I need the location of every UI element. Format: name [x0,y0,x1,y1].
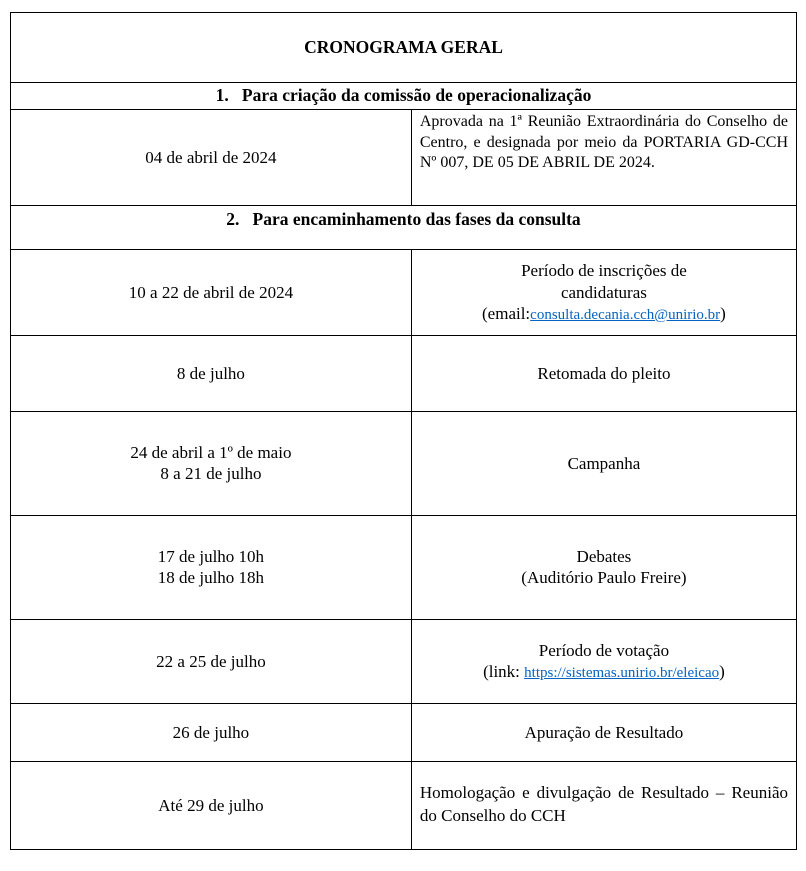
table-row [11,83,797,110]
table-row [11,761,797,849]
table-row [11,703,797,761]
description-line: Período de inscrições de [521,261,687,281]
date-cell: 26 de julho [11,703,412,761]
email-link[interactable]: consulta.decania.cch@unirio.br [530,306,721,323]
table-row [11,515,797,619]
link-suffix: ) [719,662,725,682]
description-cell: Homologação e divulgação de Resultado – Reunião do Conselho do CCH [411,761,796,849]
table-row [11,109,797,205]
date-cell: 22 a 25 de julho [11,619,412,703]
email-prefix: (email: [482,303,531,323]
date-line: 8 a 21 de julho [160,464,262,484]
date-cell: 10 a 22 de abril de 2024 [11,249,412,335]
table-row [11,13,797,83]
table-row [11,619,797,703]
description-cell: Retomada do pleito [411,335,796,411]
table-row [11,249,797,335]
description-line: Período de votação [538,640,670,660]
description-cell: Campanha [411,411,796,515]
section1-heading: 1. Para criação da comissão de operacionalização [11,83,797,110]
description-cell: Apuração de Resultado [411,703,796,761]
description-line: candidaturas [560,282,647,302]
description-line [420,303,788,325]
date-cell: 04 de abril de 2024 [11,109,412,205]
table-row [11,411,797,515]
description-line: (Auditório Paulo Freire) [521,568,687,588]
email-suffix: ) [720,303,726,323]
date-cell [11,411,412,515]
description-cell [411,619,796,703]
date-line: 18 de julho 18h [157,568,265,588]
description-line: Debates [576,547,632,567]
date-cell: 8 de julho [11,335,412,411]
description-line [420,661,788,683]
link-prefix: (link: [483,662,525,682]
description-cell [411,515,796,619]
date-line: 17 de julho 10h [157,547,265,567]
cronograma-table [10,12,797,850]
date-line: 24 de abril a 1º de maio [130,443,292,463]
table-row [11,205,797,249]
table-row [11,335,797,411]
date-cell [11,515,412,619]
section2-heading: 2. Para encaminhamento das fases da consulta [11,205,797,249]
voting-link[interactable]: https://sistemas.unirio.br/eleicao [524,665,720,682]
description-cell: Aprovada na 1ª Reunião Extraordinária do Conselho de Centro, e designada por meio da PORTARIA GD-CCH Nº 007, DE 05 DE ABRIL DE 2024. [411,109,796,205]
page-title: CRONOGRAMA GERAL [11,13,797,83]
date-cell: Até 29 de julho [11,761,412,849]
description-cell [411,249,796,335]
